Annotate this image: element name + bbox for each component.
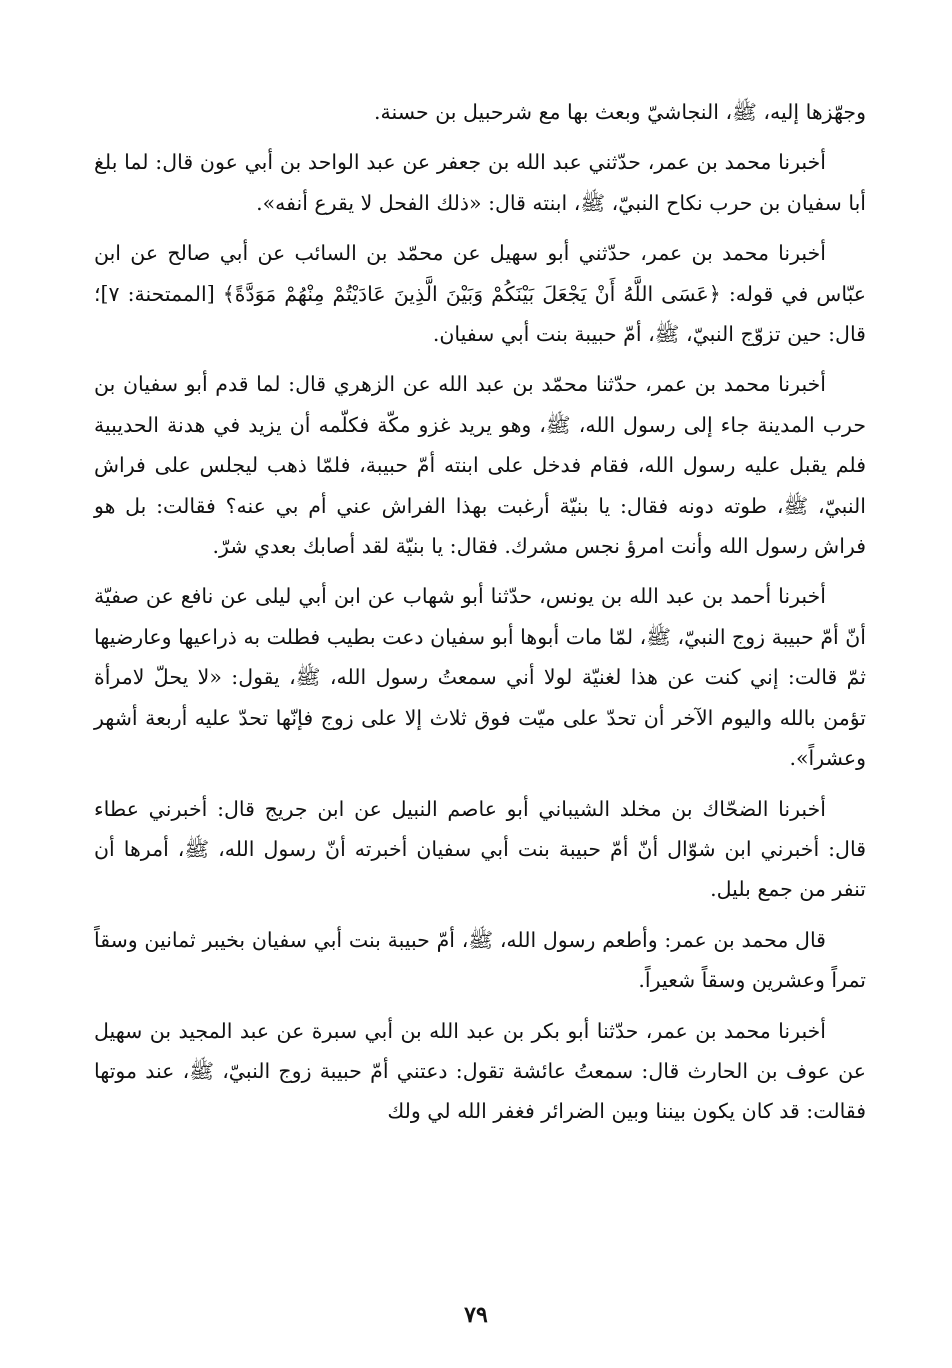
paragraph: أخبرنا الضحّاك بن مخلد الشيباني أبو عاصم النبيل عن ابن جريج قال: أخبرني عطاء قال: أخبرني ابن شوّال أنّ أمّ حبيبة بنت أبي سفيان أخبرته أنّ رسول الله، ﷺ، أمرها أن تنفر من جمع بليل. (94, 796, 866, 902)
paragraph: أخبرنا محمد بن عمر، حدّثنا أبو بكر بن عبد الله بن أبي سبرة عن عبد المجيد بن سهيل عن عوف بن الحارث قال: سمعتُ عائشة تقول: دعتني أمّ حبيبة زوج النبيّ، ﷺ، عند موتها فقالت: قد كان يكون بيننا وبين الضرائر فغفر الله لي ولك (94, 1018, 866, 1124)
paragraph: أخبرنا محمد بن عمر، حدّثنا محمّد بن عبد الله عن الزهري قال: لما قدم أبو سفيان بن حرب المدينة جاء إلى رسول الله، ﷺ، وهو يريد غزو مكّة فكلّمه أن يزيد في هدنة الحديبية فلم يقبل عليه رسول الله، فقام فدخل على ابنته أمّ حبيبة، فلمّا ذهب ليجلس على فراش النبيّ، ﷺ، طوته دونه فقال: يا بنيّة أرغبت بهذا الفراش عني أم بي عنه؟ فقالت: بل هو فراش رسول الله وأنت امرؤ نجس مشرك. فقال: يا بنيّة لقد أصابك بعدي شرّ. (94, 372, 866, 559)
paragraph: أخبرنا محمد بن عمر، حدّثني أبو سهيل عن محمّد بن السائب عن أبي صالح عن ابن عبّاس في قوله: ﴿عَسَى اللَّهُ أَنْ يَجْعَلَ بَيْنَكُمْ وَبَيْنَ الَّذِينَ عَادَيْتُمْ مِنْهُمْ مَوَدَّةً﴾ [الممتحنة: ٧]؛ قال: حين تزوّج النبيّ، ﷺ، أمّ حبيبة بنت أبي سفيان. (94, 241, 866, 347)
page-text (94, 92, 866, 1142)
paragraph: أخبرنا محمد بن عمر، حدّثني عبد الله بن جعفر عن عبد الواحد بن أبي عون قال: لما بلغ أبا سفيان بن حرب نكاح النبيّ، ﷺ، ابنته قال: «ذلك الفحل لا يقرع أنفه». (94, 150, 866, 215)
paragraph: وجهّزها إليه، ﷺ، النجاشيّ وبعث بها مع شرحبيل بن حسنة. (374, 100, 866, 124)
paragraph: أخبرنا أحمد بن عبد الله بن يونس، حدّثنا أبو شهاب عن ابن أبي ليلى عن نافع عن صفيّة أنّ أمّ حبيبة زوج النبيّ، ﷺ، لمّا مات أبوها أبو سفيان دعت بطيب فطلت به ذراعيها وعارضيها ثمّ قالت: إني كنت عن هذا لغنيّة لولا أني سمعتُ رسول الله، ﷺ، يقول: «لا يحلّ لامرأة تؤمن بالله واليوم الآخر أن تحدّ على ميّت فوق ثلاث إلا على زوج فإنّها تحدّ عليه أربعة أشهر وعشراً». (94, 584, 866, 771)
paragraph: قال محمد بن عمر: وأطعم رسول الله، ﷺ، أمّ حبيبة بنت أبي سفيان بخيبر ثمانين وسقاً تمراً وعشرين وسقاً شعيراً. (94, 927, 866, 993)
page-number: ٧٩ (464, 1302, 488, 1328)
